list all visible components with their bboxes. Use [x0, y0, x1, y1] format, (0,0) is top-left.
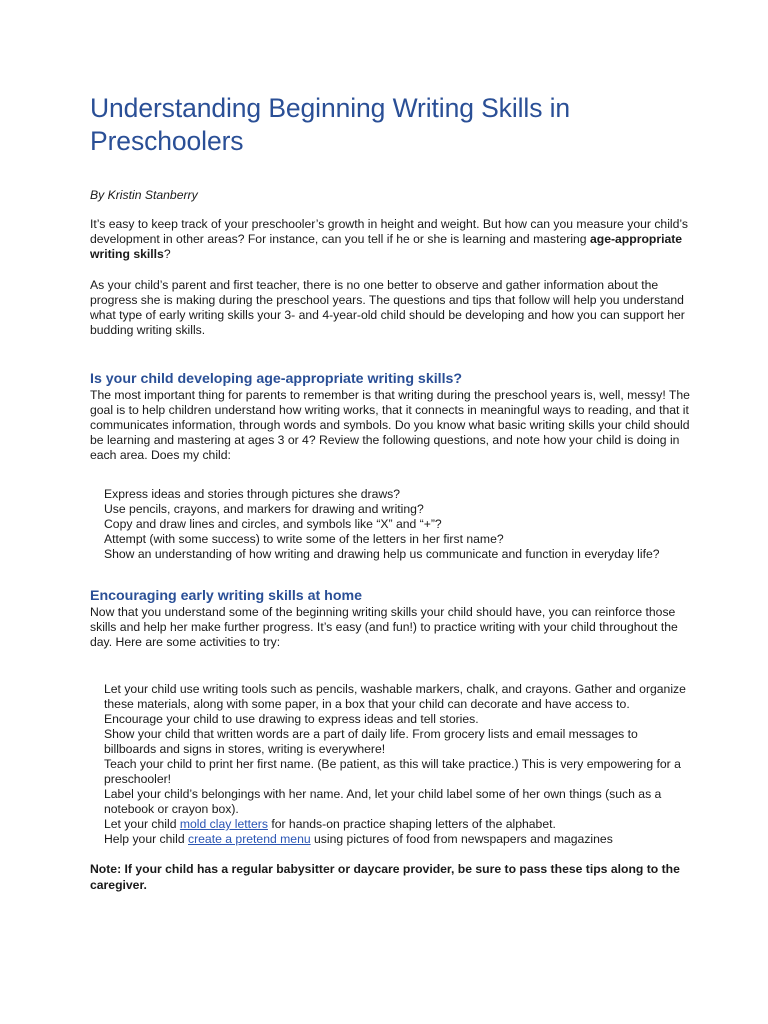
intro-paragraph-1	[90, 217, 690, 262]
list-item: Show your child that written words are a part of daily life. From grocery lists and email messages to billboards and signs in stores, writing is everywhere!	[104, 727, 638, 756]
section-heading-skills: Is your child developing age-appropriate writing skills?	[90, 371, 463, 387]
list-item: Encourage your child to use drawing to express ideas and tell stories.	[104, 712, 479, 726]
list-item: Attempt (with some success) to write some of the letters in her first name?	[104, 532, 504, 546]
caregiver-note: Note: If your child has a regular babysitter or daycare provider, be sure to pass these tips along to the caregiver.	[90, 862, 680, 892]
section-heading-home: Encouraging early writing skills at home	[90, 588, 362, 604]
activity-list	[90, 682, 690, 847]
intro-text-end: ?	[163, 247, 171, 261]
list-item: Express ideas and stories through pictures she draws?	[104, 487, 401, 501]
list-item-text: Let your child	[104, 817, 180, 831]
section-paragraph-home: Now that you understand some of the beginning writing skills your child should have, you can reinforce those skills and help her make further progress. It’s easy (and fun!) to practice writing with your child throughout the day. Here are some activities to try:	[90, 605, 678, 649]
intro-bold-phrase: age-appropriate writing skills	[90, 232, 683, 261]
section-paragraph-skills: The most important thing for parents to remember is that writing during the preschool years is, well, messy! The goal is to help children understand how writing works, that it connects in meaningful ways to reading, and that it communicates information, through words and symbols. Do you know what basic writing skills your child should be learning and mastering at ages 3 or 4? Review the following questions, and note how your child is doing in each area. Does my child:	[90, 388, 690, 462]
list-item: Copy and draw lines and circles, and symbols like “X” and “+”?	[104, 517, 442, 531]
page-title: Understanding Beginning Writing Skills in Preschoolers	[90, 93, 571, 156]
list-item: Show an understanding of how writing and drawing help us communicate and function in everyday life?	[104, 547, 660, 561]
list-item-text-end: for hands-on practice shaping letters of the alphabet.	[267, 817, 556, 831]
byline: By Kristin Stanberry	[90, 188, 198, 202]
document-page	[90, 92, 690, 893]
list-item: Teach your child to print her first name. (Be patient, as this will take practice.) This is very empowering for a preschooler!	[104, 757, 681, 786]
list-item	[104, 832, 690, 847]
create-pretend-menu-link[interactable]: create a pretend menu	[188, 832, 311, 846]
list-item	[104, 817, 690, 832]
list-item: Use pencils, crayons, and markers for drawing and writing?	[104, 502, 424, 516]
list-item-text: Help your child	[104, 832, 188, 846]
list-item: Let your child use writing tools such as pencils, washable markers, chalk, and crayons. Gather and organize these materials, along with some paper, in a box that your child can decorate and have access to.	[104, 682, 686, 711]
intro-paragraph-2: As your child’s parent and first teacher, there is no one better to observe and gather information about the progress she is making during the preschool years. The questions and tips that follow will help you understand what type of early writing skills your 3- and 4-year-old child should be developing and how you can support her budding writing skills.	[90, 278, 685, 337]
list-item: Label your child’s belongings with her name. And, let your child label some of her own things (such as a notebook or crayon box).	[104, 787, 662, 816]
mold-clay-letters-link[interactable]: mold clay letters	[179, 817, 268, 831]
skills-question-list	[90, 487, 690, 562]
intro-text: It’s easy to keep track of your preschooler’s growth in height and weight. But how can you measure your child’s development in other areas? For instance, can you tell if he or she is learning and mastering	[90, 217, 688, 246]
list-item-text-end: using pictures of food from newspapers and magazines	[310, 832, 613, 846]
